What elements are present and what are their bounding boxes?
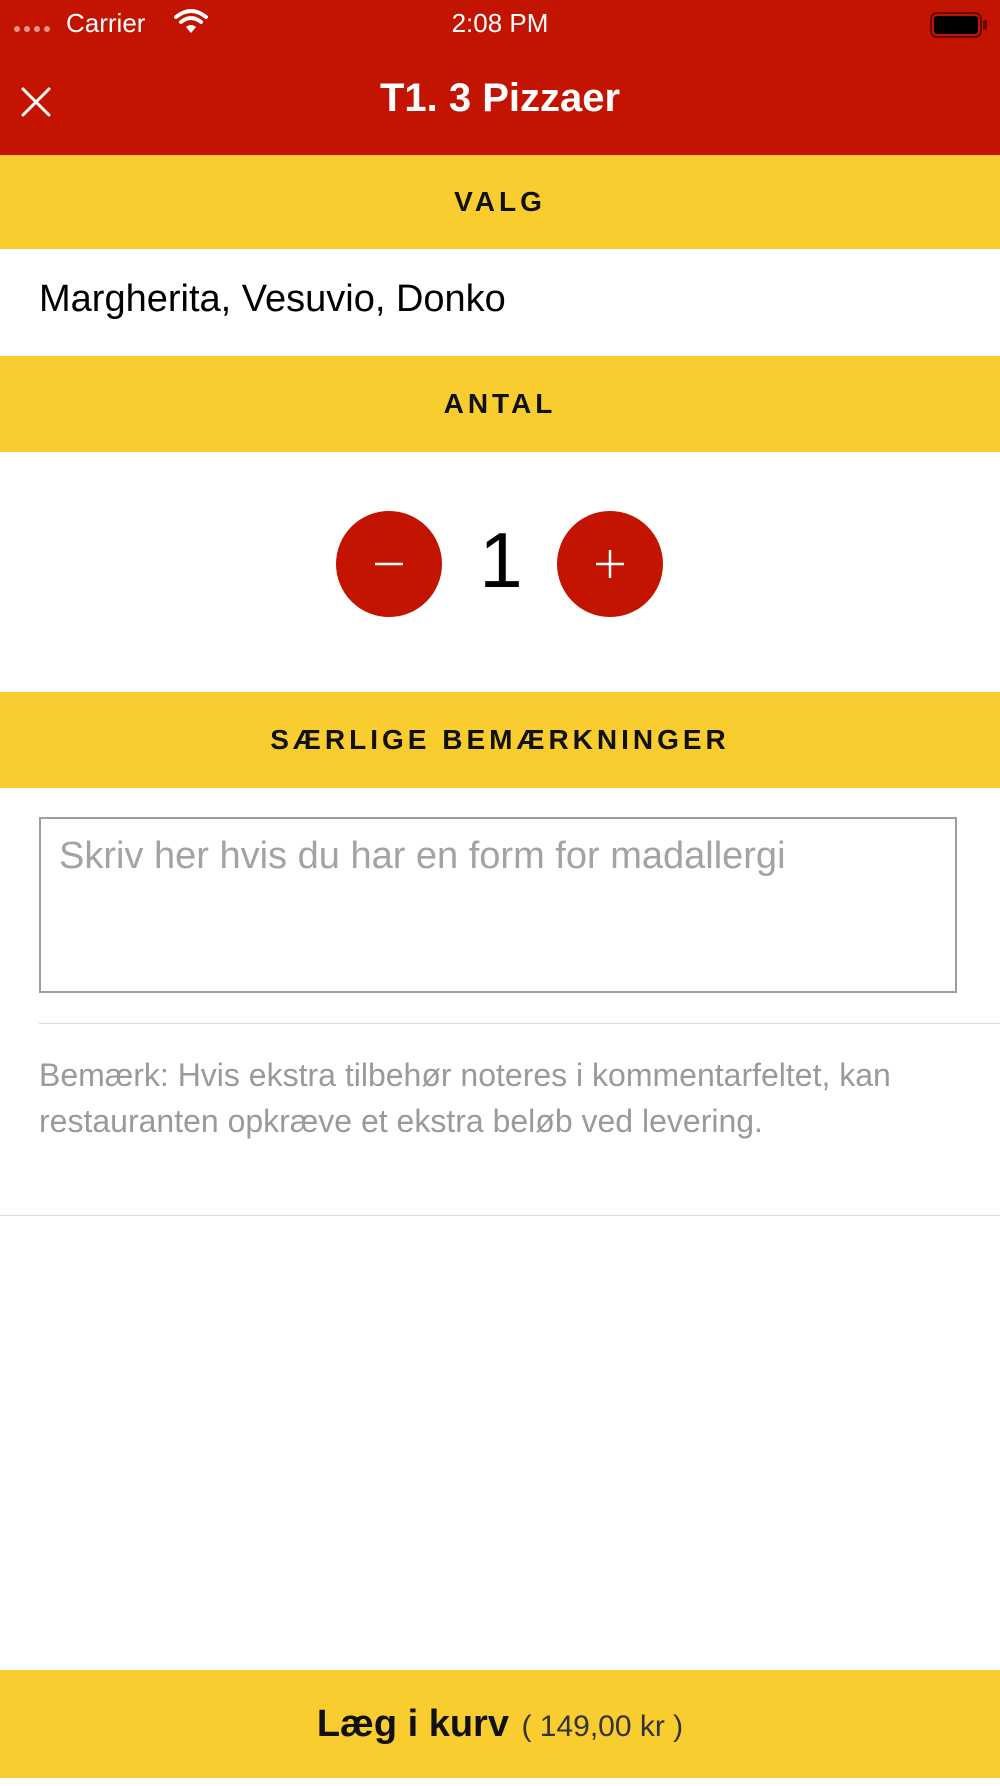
quantity-section-header: ANTAL bbox=[0, 356, 1000, 452]
divider bbox=[39, 1023, 1000, 1024]
divider bbox=[0, 1215, 1000, 1216]
choice-section-header: VALG bbox=[0, 155, 1000, 249]
page-title: T1. 3 Pizzaer bbox=[379, 76, 621, 120]
choice-value: Margherita, Vesuvio, Donko bbox=[39, 278, 506, 320]
status-bar bbox=[0, 0, 1000, 50]
decrease-quantity-button[interactable] bbox=[336, 511, 442, 617]
carrier-label: Carrier bbox=[66, 8, 146, 38]
increase-quantity-button[interactable] bbox=[557, 511, 663, 617]
status-time: 2:08 PM bbox=[451, 8, 549, 38]
special-notes-input[interactable] bbox=[41, 819, 955, 991]
quantity-value: 1 bbox=[479, 516, 523, 604]
navigation-bar bbox=[0, 0, 1000, 155]
add-to-cart-label: Læg i kurv bbox=[316, 1703, 509, 1745]
cart-price: ( 149,00 kr ) bbox=[521, 1710, 684, 1743]
minus-icon bbox=[336, 511, 442, 617]
plus-icon bbox=[557, 511, 663, 617]
special-notes-field-container bbox=[39, 817, 957, 993]
add-to-cart-button[interactable] bbox=[0, 1670, 1000, 1778]
notes-disclaimer: Bemærk: Hvis ekstra tilbehør noteres i kommentarfeltet, kan restauranten opkræve et ekstra beløb ved levering. bbox=[39, 1057, 891, 1139]
battery-icon bbox=[930, 12, 988, 38]
special-notes-section-header: SÆRLIGE BEMÆRKNINGER bbox=[0, 692, 1000, 788]
